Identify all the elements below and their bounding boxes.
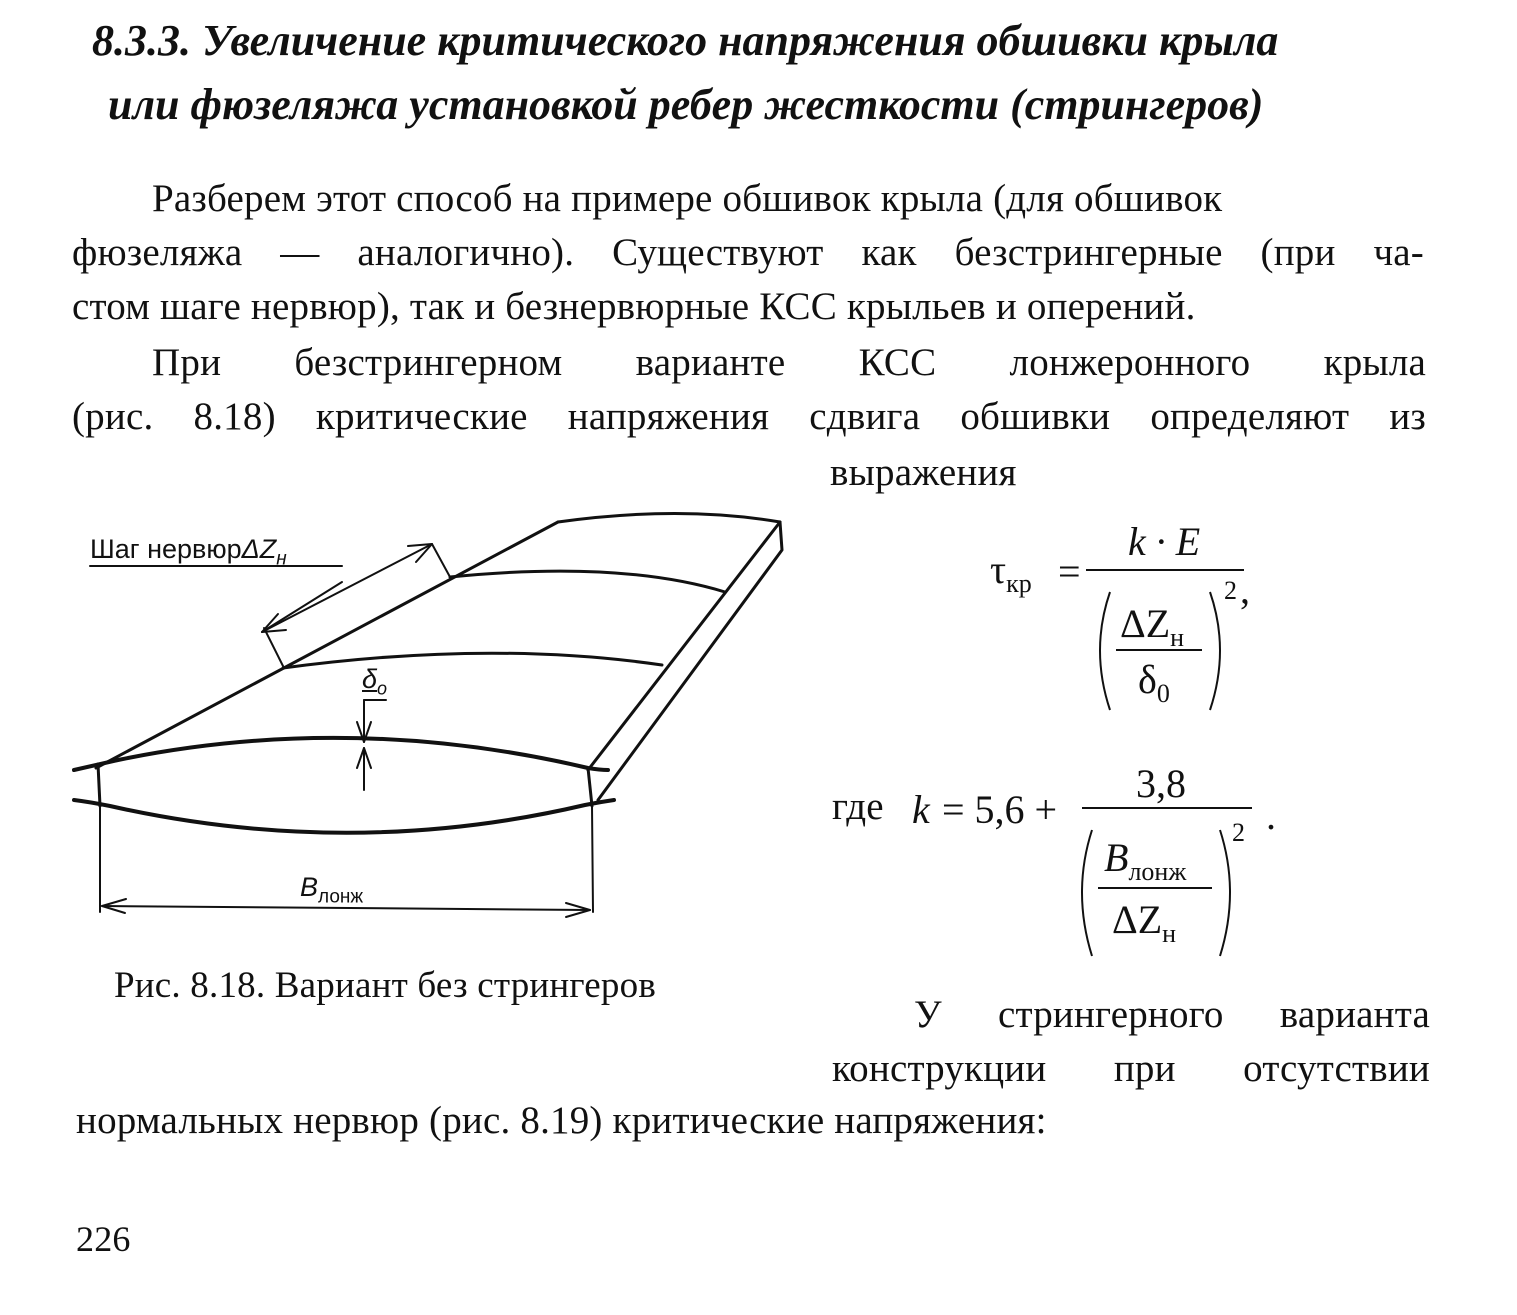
formula2-where: где (832, 785, 884, 828)
figure-caption: Рис. 8.18. Вариант без стрингеров (114, 965, 656, 1006)
formula2-eq: = 5,6 + (942, 787, 1058, 832)
formula2-numerator: 3,8 (1136, 761, 1186, 806)
paren-left (1100, 592, 1110, 710)
rib-step-label: Шаг нервюрΔZ$_н$ (90, 534, 287, 570)
formula2-lhs: k (912, 787, 930, 832)
paren-left (1082, 830, 1092, 956)
formula2-period: . (1266, 793, 1276, 838)
formula1-comma: , (1240, 567, 1250, 612)
para2-line3: выражения (830, 451, 1017, 494)
spar-width-label: $B_{лонж}$ (300, 872, 364, 908)
formula2-inner-denominator: $\Delta Z_н$ (1112, 897, 1177, 948)
skin-thickness-label: $\delta_о$ (362, 664, 388, 699)
formula2-inner-numerator: $B_{лонж}$ (1104, 835, 1187, 886)
formula1-exponent: 2 (1224, 576, 1237, 605)
formula1-numerator: k · E (1128, 519, 1201, 564)
formula1-inner-numerator: $\Delta Z_н$ (1120, 601, 1185, 652)
para2-line1: При безстрингерном варианте КСС лонжеронного крыла (152, 341, 1426, 384)
formula1-lhs: $\tau_{кр}$ (990, 547, 1032, 598)
para1-line1: Разберем этот способ на примере обшивок крыла (для обшивок (152, 177, 1223, 220)
para2-line2: (рис. 8.18) критические напряжения сдвига обшивки определяют из (72, 395, 1426, 438)
para1-line2: фюзеляжа — аналогично). Существуют как безстрингерные (при ча- (72, 231, 1424, 274)
para1-line3: стом шаге нервюр), так и безнервюрные КСС крыльев и оперений. (72, 285, 1196, 328)
para3-line1: У стрингерного варианта (914, 993, 1430, 1036)
page-number: 226 (76, 1219, 131, 1259)
formula1-eq: = (1058, 549, 1081, 594)
formula2-exponent: 2 (1232, 818, 1245, 847)
paren-right (1220, 830, 1230, 956)
paren-right (1210, 592, 1220, 710)
section-heading-line2: или фюзеляжа установкой ребер жесткости (стрингеров) (108, 80, 1264, 129)
para3-line3: нормальных нервюр (рис. 8.19) критические напряжения: (76, 1099, 1047, 1142)
formula1-inner-denominator: $\delta_0$ (1138, 657, 1170, 708)
para3-line2: конструкции при отсутствии (832, 1047, 1430, 1090)
section-heading-line1: 8.3.3. Увеличение критического напряжения обшивки крыла (92, 16, 1279, 65)
